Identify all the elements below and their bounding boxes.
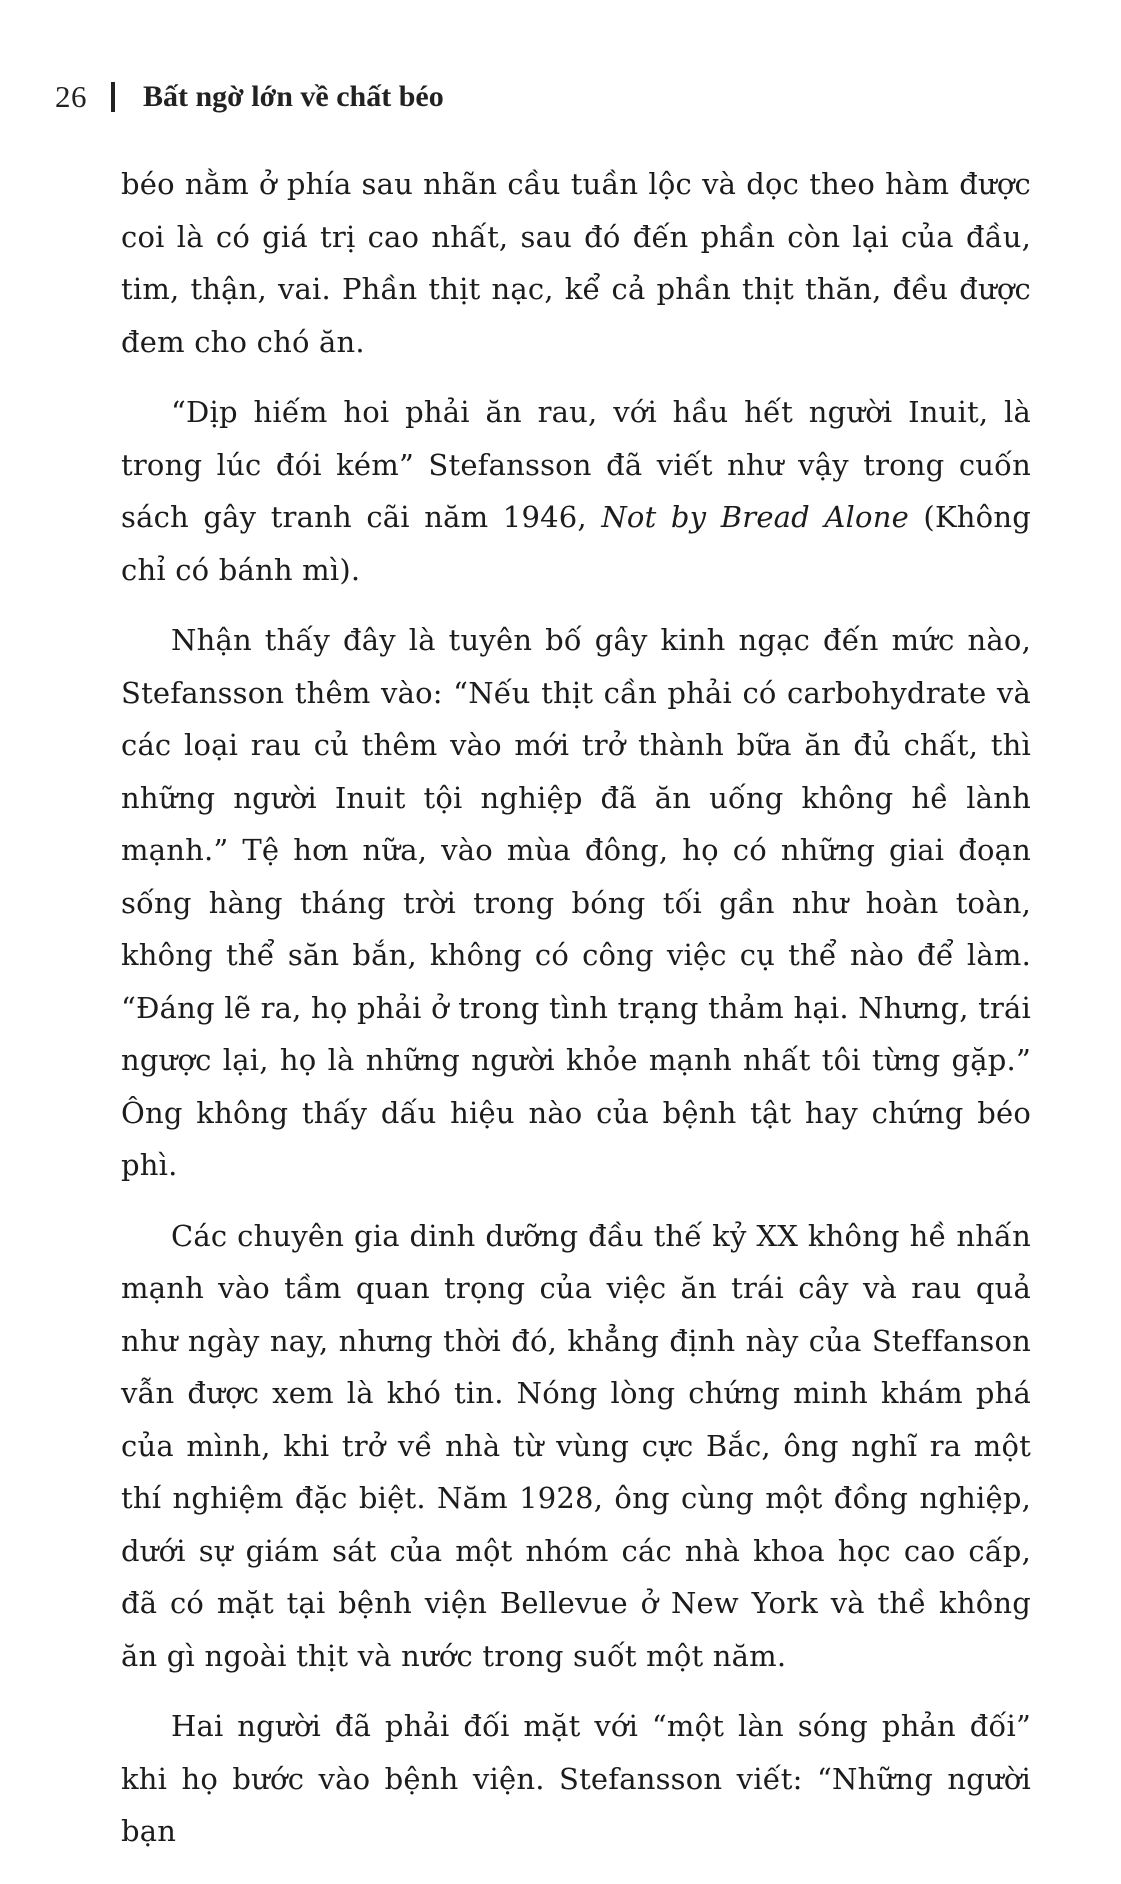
- paragraph-3: Nhận thấy đây là tuyên bố gây kinh ngạc đến mức nào, Stefansson thêm vào: “Nếu thịt cần phải có carbohydrate và các loại rau củ thêm vào mới trở thành bữa ăn đủ chất, thì những người Inuit tội nghiệp đã ăn uống không hề lành mạnh.” Tệ hơn nữa, vào mùa đông, họ có những giai đoạn sống hàng tháng trời trong bóng tối gần như hoàn toàn, không thể săn bắn, không có công việc cụ thể nào để làm. “Đáng lẽ ra, họ phải ở trong tình trạng thảm hại. Nhưng, trái ngược lại, họ là những người khỏe mạnh nhất tôi từng gặp.” Ông không thấy dấu hiệu nào của bệnh tật hay chứng béo phì.: [121, 623, 1031, 1182]
- paragraph-1: béo nằm ở phía sau nhãn cầu tuần lộc và dọc theo hàm được coi là có giá trị cao nhất, sau đó đến phần còn lại của đầu, tim, thận, vai. Phần thịt nạc, kể cả phần thịt thăn, đều được đem cho chó ăn.: [121, 167, 1031, 359]
- paragraph-2-text-after: (Không chỉ có bánh mì).: [121, 500, 1031, 587]
- book-title: Bất ngờ lớn về chất béo: [143, 80, 444, 113]
- page-number: 26: [55, 79, 87, 114]
- running-header: [55, 72, 444, 122]
- paragraph-2: [121, 386, 1031, 596]
- paragraph-4: Các chuyên gia dinh dưỡng đầu thế kỷ XX không hề nhấn mạnh vào tầm quan trọng của việc ăn trái cây và rau quả như ngày nay, nhưng thời đó, khẳng định này của Steffanson vẫn được xem là khó tin. Nóng lòng chứng minh khám phá của mình, khi trở về nhà từ vùng cực Bắc, ông nghĩ ra một thí nghiệm đặc biệt. Năm 1928, ông cùng một đồng nghiệp, dưới sự giám sát của một nhóm các nhà khoa học cao cấp, đã có mặt tại bệnh viện Bellevue ở New York và thề không ăn gì ngoài thịt và nước trong suốt một năm.: [121, 1218, 1031, 1673]
- paragraph-5: Hai người đã phải đối mặt với “một làn sóng phản đối” khi họ bước vào bệnh viện. Stefansson viết: “Những người bạn: [121, 1709, 1031, 1848]
- header-divider: [111, 82, 115, 112]
- body-text: [121, 158, 1031, 1858]
- book-title-italic: Not by Bread Alone: [601, 500, 909, 534]
- paragraph-2-text-before: “Dịp hiếm hoi phải ăn rau, với hầu hết người Inuit, là trong lúc đói kém” Stefansson đã viết như vậy trong cuốn sách gây tranh cãi năm 1946,: [121, 395, 1031, 534]
